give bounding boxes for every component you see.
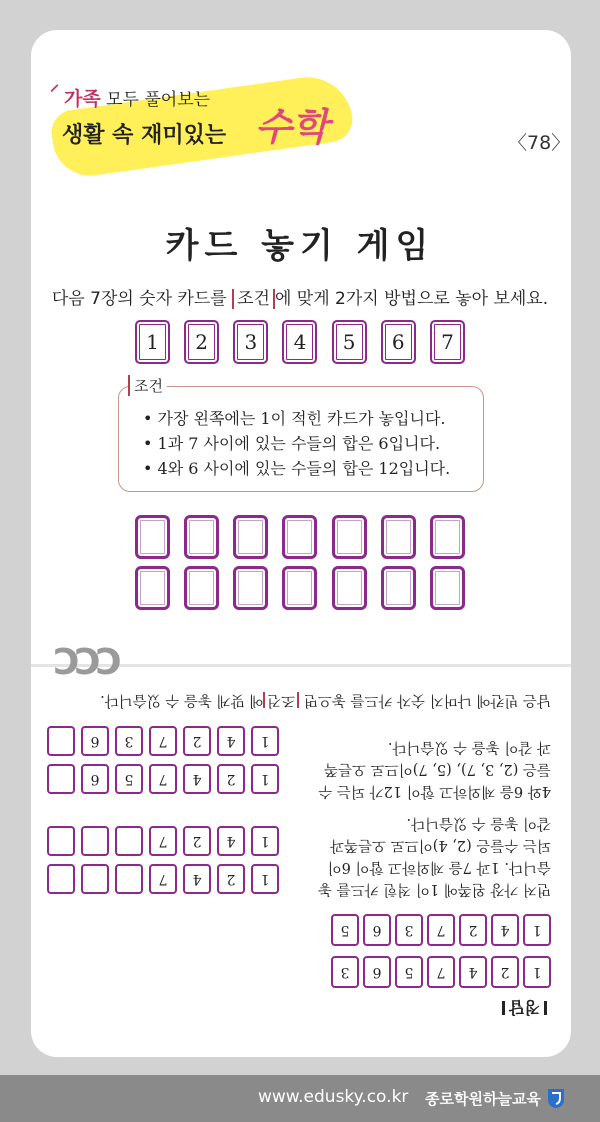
step-card: 2 xyxy=(183,826,211,856)
step-card: 3 xyxy=(115,726,143,756)
answer-line: 되는 수들은 (2, 4)이므로 오른쪽과 xyxy=(330,837,551,853)
final-tag: 조건 xyxy=(263,692,299,708)
blank-card[interactable] xyxy=(135,515,170,559)
blank-card[interactable] xyxy=(381,566,416,610)
solution-card: 6 xyxy=(363,914,391,946)
answer-line: 먼저 가장 왼쪽에 1이 적힌 카드를 놓 xyxy=(318,881,551,897)
solution-card: 1 xyxy=(523,956,551,988)
answer-line: 4와 6을 제외하고 합이 12가 되는 수 xyxy=(318,783,551,799)
answer-label xyxy=(498,997,551,1020)
number-card[interactable]: 3 xyxy=(233,320,268,364)
solution-card: 4 xyxy=(459,956,487,988)
step2-row-2 xyxy=(47,726,279,756)
solution-card: 1 xyxy=(523,914,551,946)
step-card xyxy=(81,826,109,856)
step1-row-2 xyxy=(47,826,279,856)
step-card xyxy=(47,726,75,756)
step-card xyxy=(47,864,75,894)
condition-item: • 4와 6 사이에 있는 수들의 합은 12입니다. xyxy=(143,459,451,478)
blank-card[interactable] xyxy=(233,566,268,610)
series-subtitle-first: 가족 xyxy=(64,88,101,110)
solution-row-2 xyxy=(331,914,551,946)
solution-card: 5 xyxy=(331,914,359,946)
issue-number: 〈78〉 xyxy=(508,132,571,154)
solution-card: 2 xyxy=(491,956,519,988)
solution-card: 3 xyxy=(331,956,359,988)
step-card: 7 xyxy=(149,864,177,894)
number-cards xyxy=(135,320,465,364)
step-card: 5 xyxy=(115,764,143,794)
footer-bar xyxy=(0,1075,600,1122)
solution-card: 7 xyxy=(427,914,455,946)
blank-card[interactable] xyxy=(135,566,170,610)
blank-card[interactable] xyxy=(282,566,317,610)
blank-row-2 xyxy=(135,566,465,610)
step-card: 7 xyxy=(149,826,177,856)
step-card xyxy=(47,826,75,856)
solution-card: 2 xyxy=(459,914,487,946)
step2-row-1 xyxy=(47,764,279,794)
footer-brand: 종로학원하늘교육 xyxy=(425,1090,541,1108)
number-card[interactable]: 7 xyxy=(430,320,465,364)
step-card xyxy=(115,826,143,856)
spark-icon: ⸝ xyxy=(50,74,59,95)
step-card xyxy=(115,864,143,894)
number-card[interactable]: 2 xyxy=(184,320,219,364)
solution-row-1 xyxy=(331,956,551,988)
final-before: 남은 빈칸에 나머지 숫자 카드를 놓으면 xyxy=(299,692,551,708)
series-title: 생활 속 재미있는 xyxy=(62,123,227,148)
instruction-before: 다음 7장의 숫자 카드를 xyxy=(51,289,233,309)
step1-row-1 xyxy=(47,864,279,894)
blank-card[interactable] xyxy=(184,566,219,610)
step-card: 2 xyxy=(183,726,211,756)
step-card: 4 xyxy=(183,864,211,894)
step-card: 4 xyxy=(183,764,211,794)
step-card: 4 xyxy=(217,726,245,756)
number-card[interactable]: 1 xyxy=(135,320,170,364)
number-card[interactable]: 5 xyxy=(332,320,367,364)
instruction xyxy=(0,284,600,309)
step-card: 6 xyxy=(81,726,109,756)
blank-card[interactable] xyxy=(381,515,416,559)
step-card: 1 xyxy=(251,826,279,856)
series-subtitle-rest: 모두 풀어보는 xyxy=(100,90,211,110)
condition-item: • 1과 7 사이에 있는 수들의 합은 6입니다. xyxy=(143,434,441,453)
answer-line: 과 같이 놓을 수 있습니다. xyxy=(387,739,551,755)
number-card[interactable]: 6 xyxy=(381,320,416,364)
blank-card[interactable] xyxy=(332,515,367,559)
series-subject: 수학 xyxy=(255,105,329,149)
step-card xyxy=(47,764,75,794)
blank-row-1 xyxy=(135,515,465,559)
page-title: 카드 놓기 게임 xyxy=(165,226,435,266)
conditions-list xyxy=(143,406,450,481)
blank-card[interactable] xyxy=(184,515,219,559)
step-card: 1 xyxy=(251,726,279,756)
answer-section xyxy=(31,680,571,1040)
step-card: 1 xyxy=(251,864,279,894)
brand-logo-icon xyxy=(546,1087,566,1109)
step-card: 2 xyxy=(217,764,245,794)
step-card: 6 xyxy=(81,764,109,794)
answer-line: 같이 놓을 수 있습니다. xyxy=(406,815,551,831)
series-subtitle xyxy=(64,84,210,111)
footer-url[interactable]: www.edusky.co.kr xyxy=(258,1087,409,1107)
blank-card[interactable] xyxy=(233,515,268,559)
solution-card: 3 xyxy=(395,914,423,946)
solution-card: 5 xyxy=(395,956,423,988)
step-card: 4 xyxy=(217,826,245,856)
final-after: 에 맞게 놓을 수 있습니다. xyxy=(100,692,264,708)
number-card[interactable]: 4 xyxy=(282,320,317,364)
answer-final-line xyxy=(100,691,551,712)
answer-paragraph-1 xyxy=(318,812,551,900)
conditions-label: 조건 xyxy=(128,375,167,396)
step-card: 1 xyxy=(251,764,279,794)
instruction-tag: 조건 xyxy=(232,289,275,309)
answer-label-text: 정답 xyxy=(509,998,540,1017)
solution-card: 4 xyxy=(491,914,519,946)
binder-rings-icon: ϽϽϽ xyxy=(54,642,118,683)
blank-card[interactable] xyxy=(430,515,465,559)
answer-line: 들은 (2, 3, 7), (5, 7)이므로 오른쪽 xyxy=(324,761,551,777)
answer-line: 습니다. 1과 7을 제외하고 합이 6이 xyxy=(327,859,551,875)
step-card xyxy=(81,864,109,894)
blank-card[interactable] xyxy=(282,515,317,559)
condition-item: • 가장 왼쪽에는 1이 적힌 카드가 놓입니다. xyxy=(143,409,446,428)
step-card: 7 xyxy=(149,726,177,756)
answer-paragraph-2 xyxy=(318,736,551,802)
step-card: 2 xyxy=(217,864,245,894)
blank-card[interactable] xyxy=(332,566,367,610)
instruction-after: 에 맞게 2가지 방법으로 놓아 보세요. xyxy=(274,289,549,309)
solution-card: 7 xyxy=(427,956,455,988)
step-card: 7 xyxy=(149,764,177,794)
blank-card[interactable] xyxy=(430,566,465,610)
solution-card: 6 xyxy=(363,956,391,988)
